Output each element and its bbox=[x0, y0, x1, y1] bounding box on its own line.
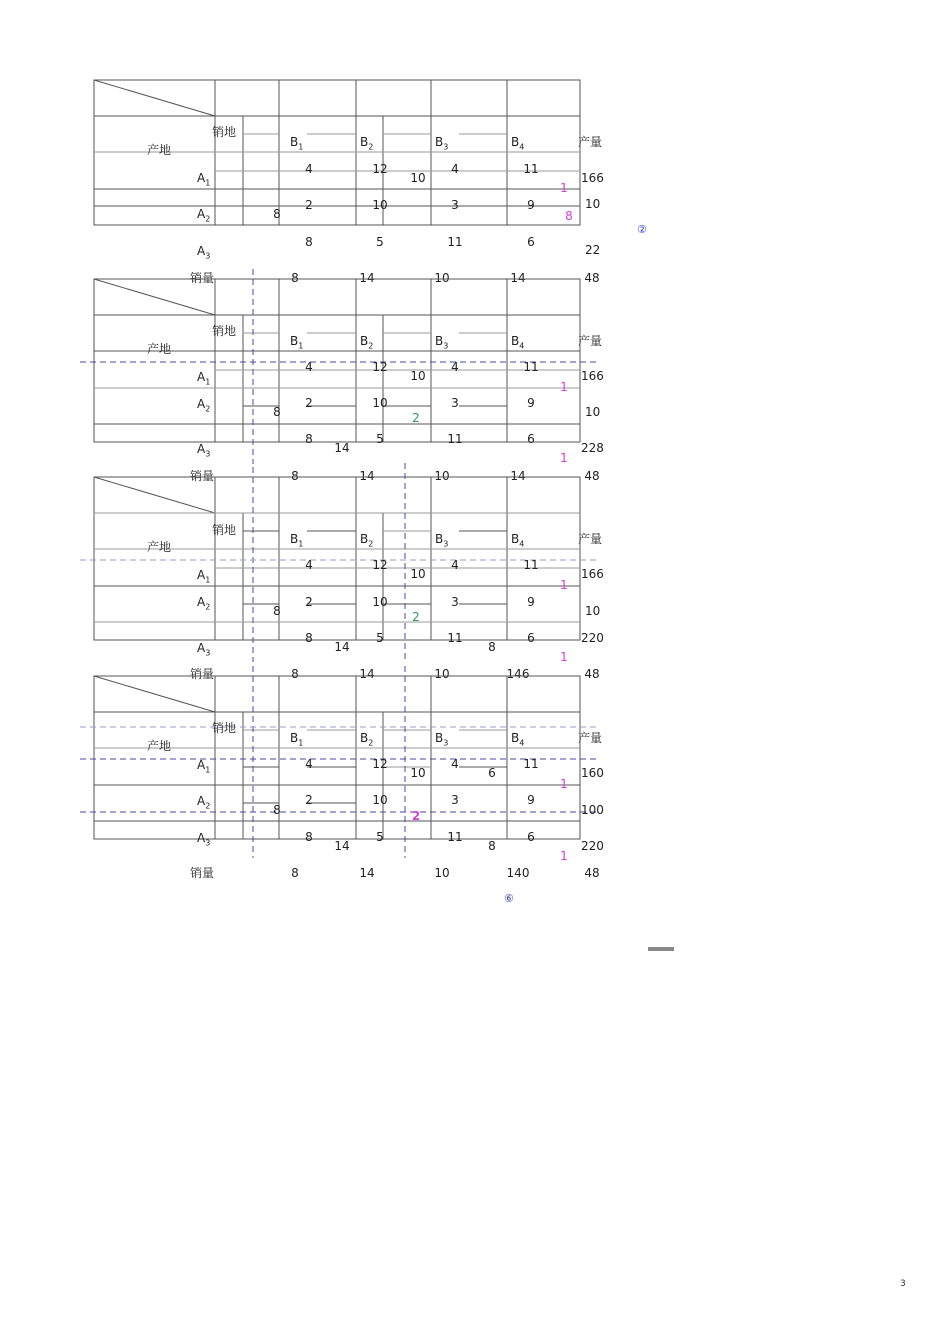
demand-value: 8 bbox=[291, 271, 299, 285]
col-header-b3: $B_3$ bbox=[435, 135, 449, 152]
demand-total: 48 bbox=[584, 469, 600, 483]
penalty-value: 1 bbox=[560, 650, 568, 664]
supply-label: 产量 bbox=[578, 135, 603, 149]
row-header-a1: $A_1$ bbox=[197, 758, 211, 775]
cost-cell: 4 bbox=[305, 757, 313, 771]
col-header-b1: $B_1$ bbox=[290, 731, 304, 748]
cost-cell: 3 bbox=[451, 793, 459, 807]
supply-value: 100 bbox=[581, 803, 604, 817]
row-header-a2: $A_2$ bbox=[197, 397, 211, 414]
supply-value: 22 bbox=[585, 243, 601, 257]
penalty-value: 1 bbox=[560, 578, 568, 592]
row-header-a1: $A_1$ bbox=[197, 568, 211, 585]
supply-value: 160 bbox=[581, 766, 604, 780]
cost-cell: 2 bbox=[305, 198, 313, 212]
demand-value: 10 bbox=[434, 667, 450, 681]
cost-cell: 9 bbox=[527, 396, 535, 410]
origin-label: 产地 bbox=[147, 540, 172, 554]
cost-cell: 10 bbox=[372, 198, 388, 212]
cost-cell: 11 bbox=[447, 830, 463, 844]
col-header-b1: $B_1$ bbox=[290, 334, 304, 351]
step-marker: ⑥ bbox=[504, 892, 514, 905]
cost-cell: 6 bbox=[527, 432, 535, 446]
row-header-a2: $A_2$ bbox=[197, 595, 211, 612]
allocation-value: 6 bbox=[488, 766, 496, 780]
row-header-a3: $A_3$ bbox=[197, 442, 211, 459]
supply-label: 产量 bbox=[578, 532, 603, 546]
cost-cell: 11 bbox=[447, 432, 463, 446]
cost-cell: 5 bbox=[376, 830, 384, 844]
allocation-value: 8 bbox=[273, 207, 281, 221]
origin-label: 产地 bbox=[147, 143, 172, 157]
penalty-value: 1 bbox=[560, 777, 568, 791]
cost-cell: 10 bbox=[372, 595, 388, 609]
allocation-value: 14 bbox=[334, 441, 350, 455]
allocation-value: 14 bbox=[334, 640, 350, 654]
cost-cell: 3 bbox=[451, 396, 459, 410]
demand-value: 14 bbox=[510, 469, 526, 483]
cost-cell: 9 bbox=[527, 793, 535, 807]
allocation-value: 2 bbox=[411, 809, 421, 823]
demand-total: 48 bbox=[584, 667, 600, 681]
table-grid bbox=[0, 676, 950, 876]
col-header-b4: $B_4$ bbox=[511, 532, 525, 549]
cost-cell: 4 bbox=[451, 162, 459, 176]
supply-value: 166 bbox=[581, 567, 604, 581]
dest-label: 销地 bbox=[212, 125, 237, 139]
demand-value: 8 bbox=[291, 866, 299, 880]
dest-label: 销地 bbox=[212, 721, 237, 735]
allocation-value: 10 bbox=[410, 369, 426, 383]
cost-cell: 8 bbox=[305, 830, 313, 844]
origin-label: 产地 bbox=[147, 739, 172, 753]
page-number: 3 bbox=[900, 1279, 906, 1289]
cost-cell: 6 bbox=[527, 631, 535, 645]
cost-cell: 2 bbox=[305, 595, 313, 609]
cost-cell: 11 bbox=[523, 162, 539, 176]
cost-cell: 9 bbox=[527, 198, 535, 212]
demand-value: 14 bbox=[359, 271, 375, 285]
demand-total: 48 bbox=[584, 271, 600, 285]
demand-label: 销量 bbox=[190, 271, 215, 285]
dest-label: 销地 bbox=[212, 324, 237, 338]
cost-cell: 4 bbox=[451, 360, 459, 374]
row-header-a3: $A_3$ bbox=[197, 831, 211, 848]
row-header-a2: $A_2$ bbox=[197, 794, 211, 811]
col-header-b3: $B_3$ bbox=[435, 731, 449, 748]
demand-value: 146 bbox=[506, 667, 530, 681]
allocation-value: 8 bbox=[273, 405, 281, 419]
col-header-b4: $B_4$ bbox=[511, 135, 525, 152]
cost-cell: 2 bbox=[305, 396, 313, 410]
table-grid bbox=[0, 279, 950, 479]
cost-cell: 12 bbox=[372, 360, 388, 374]
cost-cell: 8 bbox=[305, 432, 313, 446]
allocation-value: 2 bbox=[412, 411, 420, 425]
allocation-value: 8 bbox=[273, 604, 281, 618]
demand-value: 10 bbox=[434, 469, 450, 483]
row-header-a1: $A_1$ bbox=[197, 370, 211, 387]
col-header-b4: $B_4$ bbox=[511, 334, 525, 351]
cost-cell: 4 bbox=[451, 558, 459, 572]
cost-cell: 8 bbox=[305, 631, 313, 645]
supply-value: 220 bbox=[581, 631, 604, 645]
allocation-value: 8 bbox=[488, 839, 496, 853]
cost-cell: 4 bbox=[305, 558, 313, 572]
col-header-b2: $B_2$ bbox=[360, 334, 374, 351]
supply-value: 228 bbox=[581, 441, 604, 455]
table-grid bbox=[0, 477, 950, 677]
penalty-value: 1 bbox=[560, 380, 568, 394]
supply-value: 220 bbox=[581, 839, 604, 853]
supply-value: 10 bbox=[585, 405, 601, 419]
table-grid bbox=[0, 80, 950, 280]
cost-cell: 6 bbox=[527, 830, 535, 844]
supply-value: 166 bbox=[581, 171, 604, 185]
cost-cell: 2 bbox=[305, 793, 313, 807]
cost-cell: 11 bbox=[523, 757, 539, 771]
demand-value: 14 bbox=[359, 866, 375, 880]
penalty-value: 1 bbox=[560, 849, 568, 863]
dest-label: 销地 bbox=[212, 523, 237, 537]
demand-value: 14 bbox=[359, 667, 375, 681]
cost-cell: 4 bbox=[305, 162, 313, 176]
penalty-value: 1 bbox=[560, 451, 568, 465]
row-header-a1: $A_1$ bbox=[197, 171, 211, 188]
demand-label: 销量 bbox=[190, 469, 215, 483]
supply-value: 10 bbox=[585, 604, 601, 618]
demand-value: 14 bbox=[510, 271, 526, 285]
col-header-b2: $B_2$ bbox=[360, 731, 374, 748]
cost-cell: 3 bbox=[451, 595, 459, 609]
demand-label: 销量 bbox=[190, 667, 215, 681]
col-header-b3: $B_3$ bbox=[435, 334, 449, 351]
cost-cell: 11 bbox=[523, 558, 539, 572]
allocation-value: 10 bbox=[410, 567, 426, 581]
cost-cell: 11 bbox=[523, 360, 539, 374]
allocation-value: 10 bbox=[410, 171, 426, 185]
cost-cell: 12 bbox=[372, 757, 388, 771]
demand-value: 140 bbox=[506, 866, 530, 880]
supply-value: 10 bbox=[585, 197, 601, 211]
page-mark bbox=[648, 947, 674, 951]
penalty-value: 8 bbox=[565, 209, 573, 223]
supply-value: 166 bbox=[581, 369, 604, 383]
allocation-value: 8 bbox=[488, 640, 496, 654]
cost-cell: 4 bbox=[305, 360, 313, 374]
col-header-b2: $B_2$ bbox=[360, 532, 374, 549]
demand-value: 10 bbox=[434, 866, 450, 880]
row-header-a2: $A_2$ bbox=[197, 207, 211, 224]
cost-cell: 11 bbox=[447, 235, 463, 249]
demand-total: 48 bbox=[584, 866, 600, 880]
row-header-a3: $A_3$ bbox=[197, 641, 211, 658]
cost-cell: 10 bbox=[372, 793, 388, 807]
cost-cell: 4 bbox=[451, 757, 459, 771]
demand-value: 8 bbox=[291, 469, 299, 483]
supply-label: 产量 bbox=[578, 731, 603, 745]
cost-cell: 6 bbox=[527, 235, 535, 249]
origin-label: 产地 bbox=[147, 342, 172, 356]
row-header-a3: $A_3$ bbox=[197, 244, 211, 261]
col-header-b1: $B_1$ bbox=[290, 135, 304, 152]
cost-cell: 11 bbox=[447, 631, 463, 645]
step-marker: ② bbox=[637, 223, 647, 236]
allocation-value: 10 bbox=[410, 766, 426, 780]
allocation-value: 2 bbox=[412, 610, 420, 624]
cost-cell: 9 bbox=[527, 595, 535, 609]
cost-cell: 8 bbox=[305, 235, 313, 249]
demand-value: 14 bbox=[359, 469, 375, 483]
cost-cell: 3 bbox=[451, 198, 459, 212]
col-header-b4: $B_4$ bbox=[511, 731, 525, 748]
demand-value: 10 bbox=[434, 271, 450, 285]
cost-cell: 12 bbox=[372, 558, 388, 572]
penalty-value: 1 bbox=[560, 181, 568, 195]
cost-cell: 5 bbox=[376, 432, 384, 446]
cost-cell: 5 bbox=[376, 631, 384, 645]
col-header-b3: $B_3$ bbox=[435, 532, 449, 549]
demand-value: 8 bbox=[291, 667, 299, 681]
cost-cell: 5 bbox=[376, 235, 384, 249]
cost-cell: 12 bbox=[372, 162, 388, 176]
col-header-b1: $B_1$ bbox=[290, 532, 304, 549]
demand-label: 销量 bbox=[190, 866, 215, 880]
allocation-value: 14 bbox=[334, 839, 350, 853]
supply-label: 产量 bbox=[578, 334, 603, 348]
cost-cell: 10 bbox=[372, 396, 388, 410]
allocation-value: 8 bbox=[273, 803, 281, 817]
col-header-b2: $B_2$ bbox=[360, 135, 374, 152]
